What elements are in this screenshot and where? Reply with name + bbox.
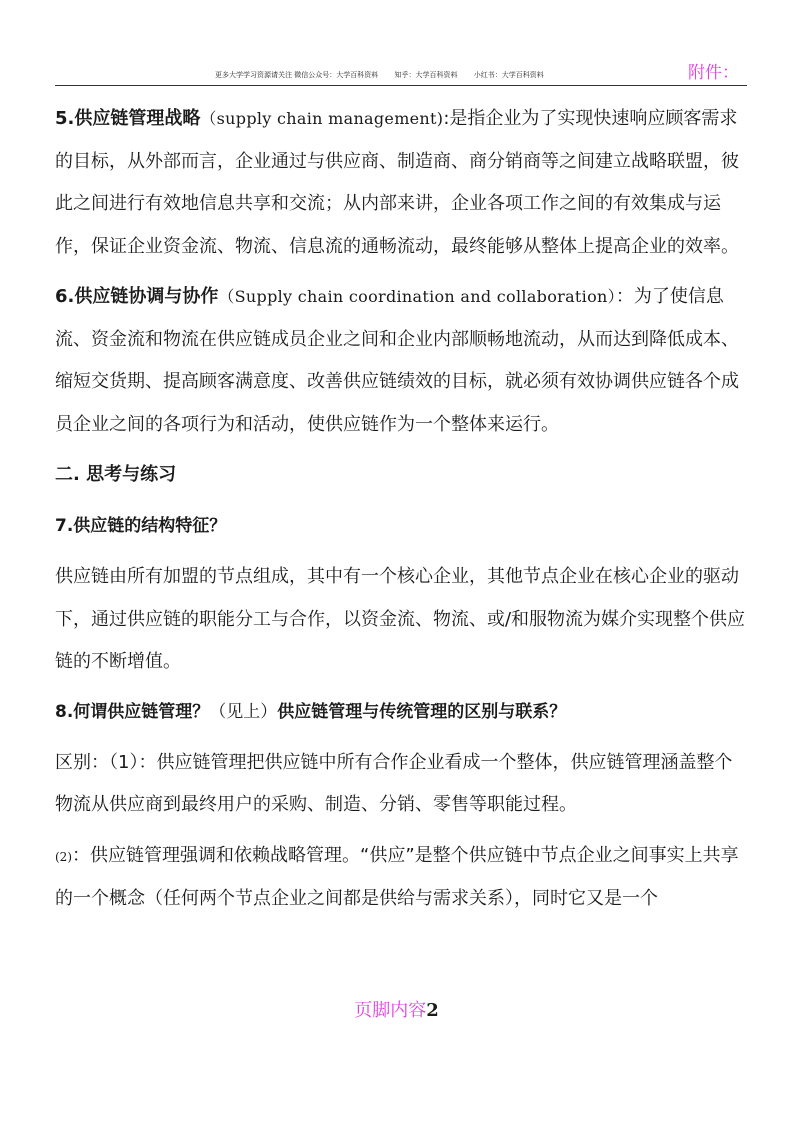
difference-2 (55, 835, 747, 921)
footer-label: 页脚内容 (354, 1000, 427, 1021)
term-definition: ：为了使信息流、资金流和物流在供应链成员企业之间和企业内部顺畅地流动，从而达到降低成本、缩短交货期、提高顾客满意度、改善供应链绩效的目标，就必须有效协调供应链各个成员企业之间的各项行为和活动，使供应链作为一个整体来运行。 (55, 286, 739, 435)
page-body (55, 98, 747, 929)
question-7-title: 7.供应链的结构特征？ (55, 516, 227, 536)
header-notice-zhihu: 知乎：大学百科资料 (394, 71, 458, 79)
term-english: （supply chain management) (200, 109, 444, 128)
section-heading: 二. 思考与练习 (55, 464, 177, 485)
paragraph-supply-chain-strategy (55, 98, 747, 268)
question-8-title (55, 692, 747, 732)
term-title: 6.供应链协调与协作 (55, 286, 219, 307)
term-english: （Supply chain coordination and collaboration） (218, 287, 616, 306)
attachment-label: 附件： (688, 63, 739, 83)
header-notice-wechat: 更多大学学习资源请关注 微信公众号：大学百科资料 (215, 71, 379, 79)
difference-2-text: ：供应链管理强调和依赖战略管理。“供应”是整个供应链中节点企业之间事实上共享的一个概念（任何两个节点企业之间都是供给与需求关系），同时它又是一个 (55, 844, 739, 909)
header-divider (55, 85, 747, 86)
question-8-part-b: （见上） (209, 701, 278, 722)
difference-1-prefix: 区别：（1） (55, 751, 139, 773)
header-notice-xiaohongshu: 小红书：大学百科资料 (473, 71, 544, 79)
page-number: 2 (426, 1000, 439, 1021)
difference-1 (55, 742, 747, 827)
term-definition: :是指企业为了实现快速响应顾客需求的目标，从外部而言，企业通过与供应商、制造商、商分销商等之间建立战略联盟，彼此之间进行有效地信息共享和交流；从内部来讲，企业各项工作之间的有效集成与运作，保证企业资金流、物流、信息流的通畅流动，最终能够从整体上提高企业的效率。 (55, 108, 739, 257)
header-notice (215, 70, 558, 80)
term-title: 5.供应链管理战略 (55, 108, 201, 129)
page-header (55, 58, 747, 86)
question-8-part-a: 8.何谓供应链管理？ (55, 701, 210, 722)
question-8-part-c: 供应链管理与传统管理的区别与联系？ (277, 701, 567, 722)
paragraph-coordination (55, 276, 747, 446)
page-footer (0, 996, 793, 1022)
difference-1-text: ：供应链管理把供应链中所有合作企业看成一个整体，供应链管理涵盖整个物流从供应商到最终用户的采购、制造、分销、零售等职能过程。 (55, 751, 733, 815)
question-7-answer: 供应链由所有加盟的节点组成，其中有一个核心企业，其他节点企业在核心企业的驱动下，通过供应链的职能分工与合作，以资金流、物流、或/和服物流为媒介实现整个供应链的不断增值。 (55, 566, 746, 672)
difference-2-prefix: (2) (55, 849, 72, 864)
